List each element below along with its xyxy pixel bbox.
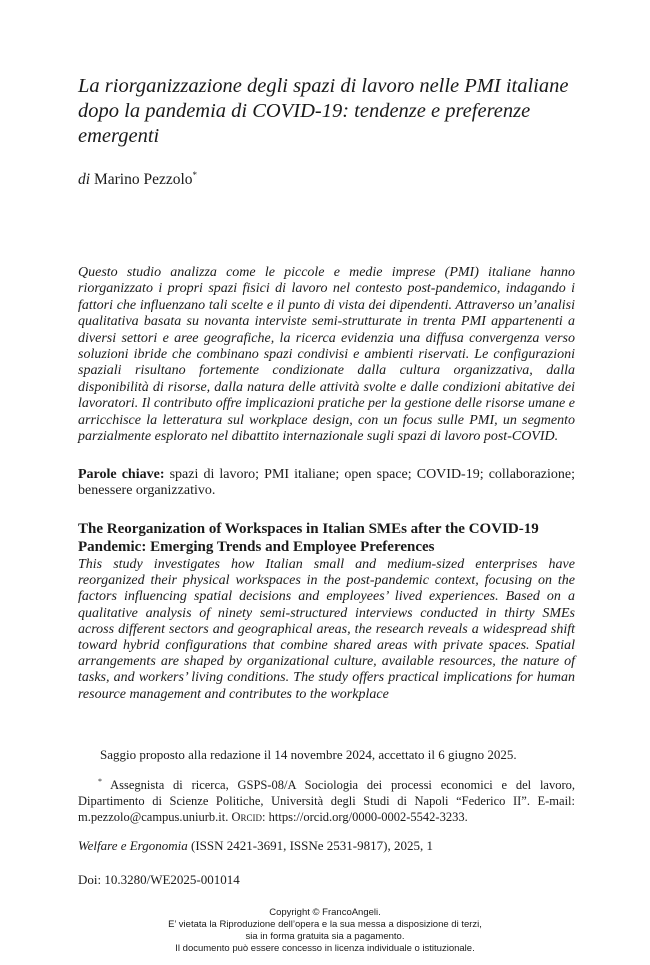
author-footnote <box>78 774 575 825</box>
orcid-link[interactable]: : https://orcid.org/0000-0002-5542-3233. <box>262 810 468 825</box>
article-title: La riorganizzazione degli spazi di lavoro nelle PMI italiane dopo la pandemia di COVID-19: tendenze e preferenze emergenti <box>78 75 569 147</box>
footnote-text: Assegnista di ricerca, GSPS-08/A Sociologia dei processi economici e del lavoro, Dipartimento di Scienze Politiche, Università degli Studi di Napoli “Federico II”. E-mail: m.pezzolo@campus.uniurb.it. <box>78 778 576 825</box>
footnote-mark: * <box>98 777 102 786</box>
orcid-label: Orcid <box>231 810 263 825</box>
copyright-line: sia in forma gratuita sia a pagamento. <box>245 931 405 942</box>
doi: Doi: 10.3280/WE2025-001014 <box>78 872 240 887</box>
author-line <box>78 170 197 189</box>
keywords-label: Parole chiave: <box>78 467 165 482</box>
keywords-text: spazi di lavoro; PMI italiane; open space; COVID-19; collaborazione; benessere organizzativo. <box>78 467 575 499</box>
english-title: The Reorganization of Workspaces in Italian SMEs after the COVID-19 Pandemic: Emerging Trends and Employee Preferences <box>78 521 539 555</box>
author-footnote-mark: * <box>192 170 198 180</box>
author-name: Marino Pezzolo <box>93 171 193 189</box>
copyright-notice <box>0 907 650 955</box>
italian-abstract: Questo studio analizza come le piccole e medie imprese (PMI) italiane hanno riorganizzato i propri spazi fisici di lavoro nel contesto post-pandemico, indagando i fattori che influenzano tali scelte e il punto di vista dei dipendenti. Attraverso un’analisi qualitativa basata su novanta interviste semi-strutturate in trenta PMI appartenenti a diversi settori e aree geografiche, la ricerca evidenzia una diffusa convergenza verso soluzioni ibride che combinano spazi condivisi e ambienti riservati. Le configurazioni spaziali risultano fortemente condizionate dalla cultura organizzativa, dalla disponibilità di risorse, dalla natura delle attività svolte e dalle condizioni abitative dei lavoratori. Il contributo offre implicazioni pratiche per la gestione delle risorse umane e arricchisce la letteratura sul workplace design, con un focus sulle PMI, un segmento parzialmente esplorato nel dibattito internazionale sugli spazi di lavoro post-COVID. <box>78 265 575 445</box>
keywords <box>78 467 575 500</box>
copyright-line: Il documento può essere concesso in licenza individuale o istituzionale. <box>175 943 475 954</box>
author-prefix: di <box>78 171 91 189</box>
journal-details: (ISSN 2421-3691, ISSNe 2531-9817), 2025, 1 <box>191 838 433 853</box>
copyright-line: Copyright © FrancoAngeli. <box>269 907 381 918</box>
journal-info <box>78 838 433 854</box>
submission-dates: Saggio proposto alla redazione il 14 novembre 2024, accettato il 6 giugno 2025. <box>100 747 517 762</box>
journal-name: Welfare e Ergonomia <box>78 838 188 853</box>
english-abstract: This study investigates how Italian small and medium-sized enterprises have reorganized their physical workspaces in the post-pandemic context, focusing on the factors influencing spatial decisions and employees’ lived experiences. Based on a qualitative analysis of ninety semi-structured interviews conducted in thirty SMEs across different sectors and geographical areas, the research reveals a widespread shift toward hybrid configurations that combine shared areas with private spaces. Spatial arrangements are shaped by organizational culture, available resources, the nature of tasks, and workers’ living conditions. The study offers practical implications for human resource management and contributes to the workplace <box>78 557 575 702</box>
copyright-line: E’ vietata la Riproduzione dell’opera e la sua messa a disposizione di terzi, <box>168 919 482 930</box>
